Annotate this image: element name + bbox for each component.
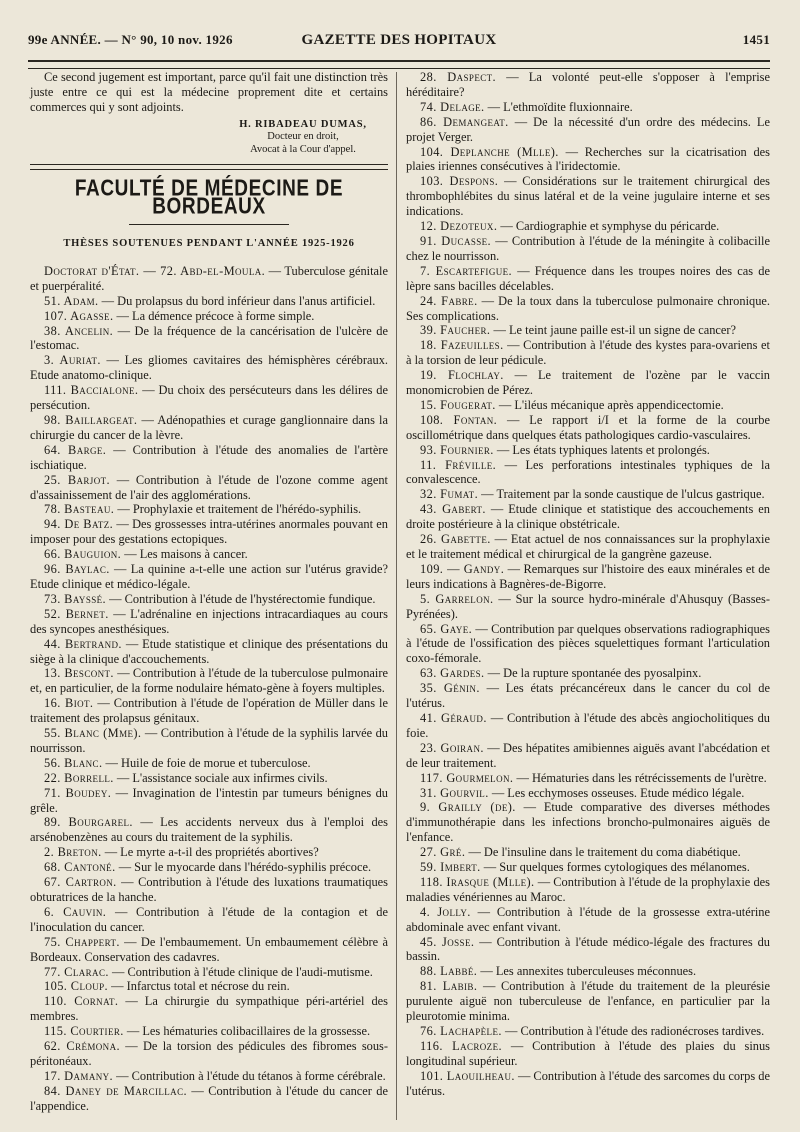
thesis-entry: [30, 1084, 388, 1114]
thesis-title: — Traitement par la sonde caustique de l'ulcus gastrique.: [478, 487, 765, 502]
thesis-title: — Cardiographie et symphyse du péricarde.: [497, 219, 720, 234]
thesis-entry: [30, 413, 388, 443]
issue-info: 99e ANNÉE. — N° 90, 10 nov. 1926: [28, 32, 233, 47]
thesis-title: — Les états précancéreux dans le cancer du col de l'utérus.: [406, 681, 770, 711]
signature-name: H. RIBADEAU DUMAS,: [239, 118, 367, 130]
thesis-title: — Contribution à l'étude de la contagion et de l'inoculation du cancer.: [30, 904, 389, 934]
thesis-title: — Contribution à l'étude de la grossesse extra-utérine abdominale avec enfant vivant.: [406, 904, 770, 934]
thesis-author: 52. Bernet.: [44, 606, 109, 621]
thesis-author: 68. Cantoné.: [44, 860, 116, 875]
journal-title: GAZETTE DES HOPITAUX: [301, 32, 497, 48]
faculty-title: FACULTÉ DE MÉDECINE DE BORDEAUX: [74, 176, 344, 220]
thesis-author: 32. Fumat.: [420, 487, 479, 502]
thesis-title: — Les hématuries colibacillaires de la grossesse.: [123, 1024, 371, 1039]
thesis-entry: [406, 323, 770, 338]
thesis-title: — Contribution à l'étude de l'opération de Müller dans le traitement des prolapsus génitaux.: [30, 696, 388, 726]
thesis-title: — Contribution à l'étude des radionécroses tardives.: [501, 1024, 765, 1038]
thesis-entry: [30, 353, 388, 383]
thesis-title: — Le teint jaune paille est-il un signe de cancer?: [490, 323, 737, 338]
thesis-entry: [30, 786, 388, 816]
thesis-entry: [30, 1039, 388, 1069]
thesis-title: — Du choix des persécuteurs dans les délires de persécution.: [30, 383, 388, 413]
thesis-entry: [30, 860, 388, 875]
thesis-title: — Les états typhiques latents et prolongés.: [493, 442, 710, 457]
thesis-title: — Fréquence dans les troupes noires des cas de lèpre sans bacilles décelables.: [406, 263, 770, 293]
thesis-entry: [406, 979, 770, 1024]
thesis-author: 93. Fournier.: [420, 442, 494, 457]
header-rule: [28, 60, 770, 69]
thesis-entry: [406, 935, 770, 965]
thesis-title: — Contribution à l'étude des abcès angiocholitiques du foie.: [406, 710, 770, 740]
thesis-title: — Le traitement de l'ozène par le vaccin monomicrobien de Pérez.: [406, 368, 770, 398]
thesis-author: 74. Delage.: [420, 99, 485, 114]
thesis-entry: [406, 294, 770, 324]
thesis-entry: [30, 1024, 388, 1039]
thesis-title: — Du prolapsus du bord inférieur dans l'anus artificiel.: [98, 293, 376, 308]
signature-role-2: Avocat à la Cour d'appel.: [250, 143, 356, 155]
thesis-entry: [30, 309, 388, 324]
thesis-title: — De l'embaumement. Un embaumement célèbre à Bordeaux. Conservation des cadavres.: [30, 934, 388, 964]
thesis-title: — Etude statistique et clinique des présentations du siège à la clinique d'accouchements.: [30, 636, 388, 666]
thesis-title: — Les gliomes cavitaires des hémisphères cérébraux. Etude anatomo-clinique.: [30, 353, 388, 383]
thesis-entry: [406, 964, 770, 979]
thesis-entry: [406, 398, 770, 413]
thesis-title: — De la rupture spontanée des pyosalpinx.: [484, 666, 702, 681]
thesis-entry: [406, 741, 770, 771]
thesis-title: — L'adrénaline en injections intracardiaques au cours des syncopes anesthésiques.: [30, 606, 388, 636]
thesis-entry: [30, 696, 388, 726]
thesis-title: — L'iléus mécanique après appendicectomie.: [495, 397, 724, 412]
page-number: 1451: [742, 32, 770, 47]
thesis-entry: [406, 666, 770, 681]
thesis-author: 45. Josse.: [420, 934, 475, 949]
thesis-title: — Adénopathies et curage ganglionnaire dans la chirurgie du cancer de la lèvre.: [30, 413, 388, 442]
thesis-entry: [406, 860, 770, 875]
thesis-title: — La volonté peut-elle s'opposer à l'emprise héréditaire?: [406, 70, 770, 99]
thesis-entry: [30, 935, 388, 965]
thesis-author: 28. Daspect.: [420, 70, 497, 84]
thesis-author: 2. Breton.: [44, 845, 102, 860]
thesis-entry: [30, 666, 388, 696]
thesis-entry: [30, 875, 388, 905]
thesis-title: — Des grossesses intra-utérines anormales pouvant en imposer pour des gestations ectopiques.: [30, 517, 388, 547]
thesis-entry: [30, 845, 388, 860]
thesis-entry: [406, 443, 770, 458]
thesis-author: 18. Fazeuilles.: [420, 338, 504, 353]
thesis-title: — La démence précoce à forme simple.: [113, 308, 315, 323]
thesis-entry: [406, 458, 770, 488]
thesis-author: 103. Despons.: [420, 174, 499, 189]
thesis-title: — Contribution à l'étude du traitement de la pleurésie purulente aiguë non tuberculeuse de l'enfance, en particulier par la pleurotomie minima.: [406, 979, 770, 1024]
thesis-author: 5. Garrelon.: [420, 591, 494, 606]
thesis-title: — De la toux dans la tuberculose pulmonaire chronique. Ses complications.: [406, 293, 771, 323]
thesis-entry: [30, 562, 388, 592]
thesis-entry: [30, 905, 388, 935]
thesis-author: 116. Lacroze.: [420, 1038, 502, 1053]
thesis-author: 64. Barge.: [44, 442, 107, 457]
title-rule: [129, 224, 289, 225]
column-divider: [396, 72, 397, 1120]
thesis-author: 81. Labib.: [420, 979, 478, 994]
thesis-author: 111. Baccialone.: [44, 383, 139, 398]
thesis-entry: [406, 1024, 770, 1039]
thesis-title: — La quinine a-t-elle une action sur l'utérus gravide? Etude clinique et médico-légale.: [30, 562, 388, 591]
thesis-title: — De la fréquence de la cancérisation de l'ulcère de l'estomac.: [30, 323, 388, 353]
thesis-author: 44. Bertrand.: [44, 636, 122, 651]
thesis-entry: [30, 994, 388, 1024]
thesis-entry: [30, 443, 388, 473]
thesis-author: 105. Cloup.: [44, 979, 109, 994]
thesis-title: — L'assistance sociale aux infirmes civils.: [113, 770, 328, 785]
thesis-list-right: [406, 70, 770, 1099]
thesis-entry: [30, 517, 388, 547]
thesis-title: — Contribution à l'étude de la syphilis larvée du nourrisson.: [30, 726, 388, 755]
thesis-title: — Tuberculose génitale et puerpéralité.: [30, 263, 388, 293]
thesis-entry: [406, 234, 770, 264]
thesis-author: 86. Demangeat.: [420, 114, 509, 129]
thesis-title: — Contribution à l'étude de la méningite à colibacille chez le nourrisson.: [406, 233, 770, 263]
thesis-entry: [406, 532, 770, 562]
thesis-author: 89. Bourgarel.: [44, 815, 133, 830]
thesis-title: — Le rapport i/I et la forme de la courbe oscillométrique dans quelques états pathologiques cardio-vasculaires.: [406, 412, 770, 442]
thesis-author: 12. Dezoteux.: [420, 219, 498, 234]
thesis-entry: [30, 637, 388, 667]
thesis-entry: [406, 845, 770, 860]
thesis-title: — L'ethmoïdite fluxionnaire.: [484, 99, 633, 114]
thesis-author: 118. Irasque (Mlle).: [420, 874, 535, 889]
thesis-title: — Contribution à l'étude du tétanos à forme cérébrale.: [113, 1068, 386, 1083]
thesis-entry: [406, 800, 770, 845]
thesis-title: — Hématuries dans les rétrécissements de l'urètre.: [513, 770, 767, 785]
thesis-author: 67. Cartron.: [44, 875, 117, 890]
thesis-title: — Les ecchymoses osseuses. Etude médico légale.: [488, 785, 745, 800]
thesis-author: 22. Borrell.: [44, 770, 114, 785]
page-header: [28, 32, 770, 56]
thesis-entry: [30, 592, 388, 607]
thesis-title: — De la nécessité d'un ordre des médecins. Le projet Verger.: [406, 114, 770, 144]
thesis-author: 6. Cauvin.: [44, 904, 107, 919]
thesis-author: 110. Cornat.: [44, 994, 119, 1009]
thesis-entry: [406, 786, 770, 801]
thesis-author: 43. Gabert.: [420, 502, 486, 517]
thesis-entry: [406, 413, 770, 443]
thesis-title: — Considérations sur le traitement chirurgical des thrombophlébites du sinus latéral et de la veine jugulaire interne et ses indications.: [406, 174, 770, 219]
thesis-entry: [406, 562, 770, 592]
thesis-author: 65. Gaye.: [420, 621, 473, 636]
thesis-author: Doctorat d'État. — 72. Abd-el-Moula.: [44, 263, 266, 278]
thesis-author: 17. Damany.: [44, 1068, 114, 1083]
thesis-list-left: [30, 264, 388, 1114]
thesis-author: 88. Labbé.: [420, 964, 478, 979]
thesis-title: — Prophylaxie et traitement de l'hérédo-syphilis.: [114, 502, 362, 517]
thesis-author: 98. Baillargeat.: [44, 413, 138, 427]
thesis-author: 94. De Batz.: [44, 517, 114, 532]
thesis-author: 104. Deplanche (Mlle).: [420, 144, 559, 159]
thesis-author: 19. Flochlay.: [420, 368, 504, 383]
thesis-author: 109. — Gandy.: [420, 561, 505, 576]
thesis-author: 91. Ducasse.: [420, 233, 492, 248]
thesis-author: 41. Géraud.: [420, 710, 487, 725]
thesis-author: 25. Barjot.: [44, 472, 111, 487]
thesis-title: — Etat actuel de nos connaissances sur la prophylaxie et le traitement médical et chirurgical de la gangrène gazeuse.: [406, 532, 770, 561]
thesis-author: 51. Adam.: [44, 293, 99, 308]
thesis-entry: [30, 473, 388, 503]
thesis-entry: [30, 979, 388, 994]
thesis-author: 84. Daney de Marcillac.: [44, 1083, 187, 1098]
thesis-entry: [406, 338, 770, 368]
thesis-title: — Contribution à l'étude de la tuberculose pulmonaire et, en particulier, de la forme nodulaire hémato-gène à foyers multiples.: [30, 666, 388, 696]
thesis-title: — Contribution à l'étude des sarcomes du corps de l'utérus.: [406, 1068, 770, 1098]
thesis-author: 16. Biot.: [44, 696, 94, 711]
thesis-entry: [30, 294, 388, 309]
thesis-title: — Sur la source hydro-minérale d'Ahusquy (Basses-Pyrénées).: [406, 591, 770, 621]
thesis-author: 38. Ancelin.: [44, 323, 114, 338]
thesis-entry: [406, 711, 770, 741]
thesis-author: 63. Gardes.: [420, 666, 485, 681]
thesis-title: — Les accidents nerveux dus à l'emploi des arsénobenzènes au cours du traitement de la syphilis.: [30, 815, 388, 845]
thesis-title: — Contribution à l'étude des kystes para-ovariens et à la torsion de leur pédicule.: [406, 338, 770, 368]
thesis-entry: [30, 547, 388, 562]
thesis-entry: [30, 726, 388, 756]
thesis-entry: [406, 622, 770, 667]
thesis-entry: [406, 115, 770, 145]
thesis-author: 78. Basteau.: [44, 502, 115, 517]
thesis-author: 66. Bauguion.: [44, 547, 122, 562]
thesis-title: — Les perforations intestinales typhiques de la convalescence.: [406, 457, 770, 487]
thesis-entry: [30, 756, 388, 771]
thesis-author: 4. Jolly.: [420, 904, 471, 919]
thesis-author: 55. Blanc (Mme).: [44, 726, 142, 741]
thesis-entry: [406, 1039, 770, 1069]
thesis-author: 59. Imbert.: [420, 860, 481, 875]
thesis-entry: [406, 174, 770, 219]
thesis-title: — La chirurgie du sympathique péri-artériel des membres.: [30, 994, 388, 1024]
thesis-entry: [406, 264, 770, 294]
thesis-entry: [406, 100, 770, 115]
thesis-author: 39. Faucher.: [420, 323, 491, 338]
thesis-author: 115. Courtier.: [44, 1024, 124, 1039]
left-column: [30, 70, 388, 1114]
intro-paragraph: Ce second jugement est important, parce qu'il fait une distinction très juste entre ce qui est la médecine proprement dite et certains commerces qui y sont adjoints.: [30, 70, 388, 114]
thesis-entry: [406, 905, 770, 935]
thesis-entry: [30, 1069, 388, 1084]
thesis-entry: [30, 502, 388, 517]
thesis-entry: [30, 383, 388, 413]
thesis-title: — Le myrte a-t-il des propriétés abortives?: [101, 845, 319, 860]
thesis-entry: [406, 681, 770, 711]
thesis-author: 35. Génin.: [420, 681, 480, 696]
thesis-author: 15. Fougerat.: [420, 397, 496, 412]
thesis-author: 75. Chappert.: [44, 934, 120, 949]
thesis-title: — Contribution à l'étude de l'ozone comme agent d'assainissement de l'air des agglomérations.: [30, 472, 388, 502]
thesis-author: 117. Gourmelon.: [420, 770, 514, 785]
thesis-author: 9. Grailly (de).: [420, 800, 516, 815]
thesis-author: 11. Fréville.: [420, 457, 497, 472]
thesis-author: 23. Goiran.: [420, 740, 484, 755]
thesis-entry: [406, 592, 770, 622]
thesis-entry: [406, 771, 770, 786]
thesis-title: — Sur le myocarde dans l'hérédo-syphilis précoce.: [115, 860, 372, 875]
thesis-entry: [406, 368, 770, 398]
theses-title: THÈSES SOUTENUES PENDANT L'ANNÉE 1925-1926: [63, 238, 355, 250]
thesis-title: — Des hépatites amibiennes aiguës avant l'abcédation et de leur traitement.: [406, 740, 770, 770]
thesis-entry: [406, 502, 770, 532]
thesis-author: 26. Gabette.: [420, 532, 491, 547]
thesis-entry: [30, 607, 388, 637]
thesis-entry: [30, 815, 388, 845]
thesis-entry: [406, 145, 770, 175]
thesis-author: 7. Escartefigue.: [420, 263, 513, 278]
thesis-title: — Contribution par quelques observations radiographiques à l'étude de l'ossification des pièces squelettiques formant l'articulation coxo-fémorale.: [406, 621, 771, 666]
thesis-title: — Contribution à l'étude de la prophylaxie des maladies vénériennes au Maroc.: [406, 874, 770, 904]
thesis-title: — Invagination de l'intestin par tumeurs bénignes du grêle.: [30, 785, 389, 815]
thesis-title: — Etude clinique et statistique des accouchements en droite postérieure à la clinique obstétricale.: [406, 502, 770, 532]
thesis-entry: [406, 487, 770, 502]
thesis-title: — Contribution à l'étude clinique de l'audi-mutisme.: [108, 964, 373, 979]
thesis-title: — Contribution à l'étude de l'hystérectomie fundique.: [106, 591, 376, 606]
thesis-title: — De la torsion des pédicules des fibromes sous-péritonéaux.: [30, 1039, 389, 1068]
thesis-author: 31. Gourvil.: [420, 785, 489, 800]
thesis-entry: [30, 965, 388, 980]
thesis-author: 56. Blanc.: [44, 755, 103, 770]
signature-block: [30, 119, 378, 157]
thesis-author: 76. Lachapèle.: [420, 1024, 502, 1038]
thesis-title: — Contribution à l'étude du cancer de l'appendice.: [30, 1083, 388, 1113]
right-column: [406, 70, 770, 1099]
thesis-author: 108. Fontan.: [420, 412, 498, 427]
thesis-author: 96. Baylac.: [44, 562, 110, 577]
thesis-author: 73. Bayssé.: [44, 591, 107, 606]
thesis-entry: [30, 264, 388, 294]
thesis-author: 3. Auriat.: [44, 353, 101, 368]
thesis-title: — Contribution à l'étude des luxations traumatiques obturatrices de la hanche.: [30, 875, 388, 904]
thesis-author: 101. Laouilheau.: [420, 1068, 515, 1083]
thesis-entry: [406, 219, 770, 234]
thesis-author: 24. Fabre.: [420, 293, 478, 308]
thesis-entry: [406, 875, 770, 905]
thesis-author: 62. Crémona.: [44, 1039, 120, 1054]
thesis-title: — Les annexites tuberculeuses méconnues.: [477, 964, 697, 979]
thesis-title: — Recherches sur la cicatrisation des plaies iriennes consécutives à l'iridectomie.: [406, 144, 770, 174]
thesis-title: — Sur quelques formes cytologiques des mélanomes.: [480, 860, 750, 875]
thesis-title: — Contribution à l'étude médico-légale des fractures du bassin.: [406, 934, 770, 964]
thesis-entry: [406, 70, 770, 100]
signature-role-1: Docteur en droit,: [267, 131, 339, 143]
thesis-title: — Etude comparative des diverses méthodes d'immunothérapie dans les infections broncho-pulmonaires aiguës de l'enfance.: [406, 800, 770, 845]
section-rule: [30, 164, 388, 170]
thesis-title: — Contribution à l'étude des plaies du sinus longitudinal supérieur.: [406, 1038, 770, 1068]
thesis-title: — Huile de foie de morue et tuberculose.: [102, 755, 311, 770]
thesis-entry: [30, 324, 388, 354]
thesis-author: 27. Gré.: [420, 845, 466, 860]
thesis-author: 13. Bescont.: [44, 666, 114, 681]
thesis-entry: [30, 771, 388, 786]
thesis-author: 77. Clarac.: [44, 964, 109, 979]
thesis-title: — Contribution à l'étude des anomalies de l'artère ischiatique.: [30, 442, 388, 472]
thesis-title: — Infarctus total et nécrose du rein.: [108, 979, 290, 994]
thesis-author: 71. Boudey.: [44, 785, 112, 800]
thesis-title: — De l'insuline dans le traitement du coma diabétique.: [465, 845, 741, 860]
thesis-author: 107. Agasse.: [44, 308, 114, 323]
thesis-title: — Les maisons à cancer.: [121, 547, 248, 562]
thesis-title: — Remarques sur l'histoire des eaux minérales et de leurs indications à Bagnères-de-Bigorre.: [406, 561, 770, 591]
thesis-entry: [406, 1069, 770, 1099]
